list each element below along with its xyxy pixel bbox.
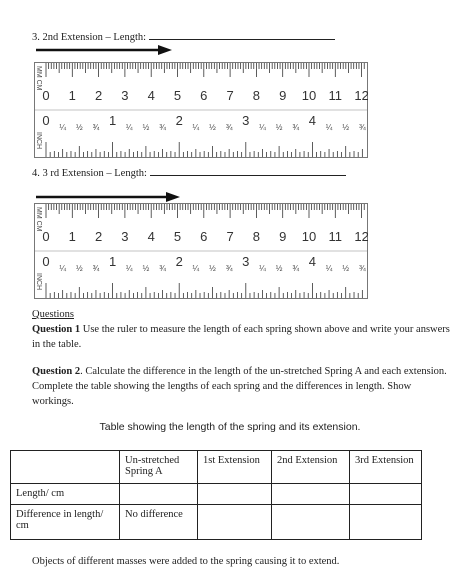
extension-3-length-label: 4. 3 rd Extension – Length: bbox=[32, 166, 346, 179]
cm-label: 6 bbox=[200, 229, 208, 244]
answer-cell[interactable] bbox=[272, 505, 350, 540]
cm-label: 7 bbox=[226, 229, 234, 244]
inch-label: 0 bbox=[42, 254, 50, 269]
inch-fraction-label: ½ bbox=[275, 264, 283, 273]
table-row bbox=[11, 505, 422, 540]
unit-label-mm-cm: MM CM bbox=[35, 66, 42, 91]
cm-label: 10 bbox=[301, 229, 317, 244]
cm-label: 3 bbox=[121, 229, 129, 244]
inch-fraction-label: ¾ bbox=[359, 264, 366, 273]
inch-fraction-label: ¾ bbox=[159, 123, 166, 132]
cm-label: 8 bbox=[252, 229, 261, 244]
inch-fraction-label: ¼ bbox=[125, 264, 133, 273]
footer-text: Objects of different masses were added to the spring causing it to extend. bbox=[32, 556, 340, 567]
inch-fraction-label: ½ bbox=[275, 123, 283, 132]
header-cell: Un-stretched Spring A bbox=[120, 451, 198, 484]
cm-label: 11 bbox=[328, 88, 343, 103]
table-caption: Table showing the length of the spring and its extension. bbox=[99, 421, 361, 433]
cm-label: 1 bbox=[68, 229, 76, 244]
cm-label: 8 bbox=[252, 88, 261, 103]
inch-fraction-label: ¾ bbox=[159, 264, 166, 273]
answer-cell[interactable] bbox=[198, 484, 272, 505]
cm-label: 0 bbox=[42, 88, 50, 103]
inch-label: 1 bbox=[108, 113, 117, 128]
inch-fraction-label: ¼ bbox=[325, 264, 333, 273]
question-2: Question 2. Calculate the difference in the length of the un-stretched Spring A and each extension. Complete the table showing the lengths of each spring and the differences in length. Show workings. bbox=[32, 366, 447, 407]
cm-label: 6 bbox=[200, 88, 208, 103]
cm-label: 5 bbox=[173, 229, 182, 244]
inch-label: 3 bbox=[242, 113, 250, 128]
inch-fraction-label: ½ bbox=[75, 123, 83, 132]
unit-label-inch: INCH bbox=[35, 273, 42, 291]
inch-fraction-label: ½ bbox=[142, 123, 150, 132]
inch-label: 1 bbox=[108, 254, 117, 269]
answer-cell: No difference bbox=[120, 505, 198, 540]
inch-fraction-label: ½ bbox=[209, 264, 216, 273]
question-1: Question 1 Use the ruler to measure the length of each spring shown above and write your answers in the table. bbox=[32, 324, 450, 350]
header-cell: 2nd Extension bbox=[272, 451, 350, 484]
table-header-row bbox=[11, 451, 422, 484]
row-label: Length/ cm bbox=[11, 484, 120, 505]
inch-fraction-label: ½ bbox=[142, 264, 150, 273]
header-cell: 3rd Extension bbox=[350, 451, 422, 484]
cm-label: 4 bbox=[147, 229, 155, 244]
ruler-graphic bbox=[34, 62, 368, 158]
cm-label: 4 bbox=[147, 88, 155, 103]
inch-fraction-label: ¼ bbox=[59, 264, 66, 273]
inch-fraction-label: ¾ bbox=[92, 264, 100, 273]
ruler-1 bbox=[34, 62, 368, 158]
unit-label-mm-cm: MM CM bbox=[35, 207, 42, 232]
inch-label: 2 bbox=[175, 254, 183, 269]
header-cell: 1st Extension bbox=[198, 451, 272, 484]
row-label: Difference in length/ cm bbox=[11, 505, 120, 540]
inch-fraction-label: ¾ bbox=[359, 123, 366, 132]
inch-fraction-label: ¼ bbox=[259, 264, 266, 273]
answer-cell[interactable] bbox=[350, 484, 422, 505]
cm-label: 9 bbox=[279, 88, 287, 103]
inch-fraction-label: ¾ bbox=[225, 123, 233, 132]
inch-label: 4 bbox=[308, 113, 317, 128]
inch-fraction-label: ¼ bbox=[125, 123, 133, 132]
header-cell bbox=[11, 451, 120, 484]
answer-cell[interactable] bbox=[198, 505, 272, 540]
cm-label: 2 bbox=[94, 88, 103, 103]
inch-fraction-label: ¼ bbox=[259, 123, 266, 132]
cm-label: 11 bbox=[328, 229, 343, 244]
cm-label: 7 bbox=[226, 88, 234, 103]
inch-fraction-label: ¼ bbox=[59, 123, 66, 132]
inch-fraction-label: ¾ bbox=[225, 264, 233, 273]
answer-cell[interactable] bbox=[350, 505, 422, 540]
inch-label: 3 bbox=[242, 254, 250, 269]
inch-label: 4 bbox=[308, 254, 317, 269]
results-table bbox=[10, 450, 422, 540]
table-row bbox=[11, 484, 422, 505]
cm-label: 5 bbox=[173, 88, 182, 103]
answer-cell[interactable] bbox=[272, 484, 350, 505]
inch-fraction-label: ¼ bbox=[192, 264, 200, 273]
inch-fraction-label: ½ bbox=[75, 264, 83, 273]
cm-label: 10 bbox=[301, 88, 317, 103]
answer-line bbox=[149, 30, 335, 40]
inch-fraction-label: ¾ bbox=[92, 123, 100, 132]
inch-label: 0 bbox=[42, 113, 50, 128]
arrow-icon bbox=[34, 190, 184, 204]
ruler-2 bbox=[34, 203, 368, 299]
ruler-graphic bbox=[34, 203, 368, 299]
answer-line bbox=[150, 166, 346, 176]
inch-label: 2 bbox=[175, 113, 183, 128]
inch-fraction-label: ¼ bbox=[325, 123, 333, 132]
inch-fraction-label: ½ bbox=[209, 123, 216, 132]
inch-fraction-label: ½ bbox=[342, 123, 350, 132]
inch-fraction-label: ¼ bbox=[192, 123, 200, 132]
cm-label: 0 bbox=[42, 229, 50, 244]
inch-fraction-label: ¾ bbox=[292, 123, 300, 132]
cm-label: 1 bbox=[68, 88, 76, 103]
extension-2-length-label: 3. 2nd Extension – Length: bbox=[32, 30, 335, 43]
cm-label: 9 bbox=[279, 229, 287, 244]
cm-label: 3 bbox=[121, 88, 129, 103]
cm-label: 12 bbox=[354, 229, 368, 244]
cm-label: 2 bbox=[94, 229, 103, 244]
arrow-icon bbox=[34, 43, 174, 57]
unit-label-inch: INCH bbox=[35, 132, 42, 150]
questions-heading: Questions bbox=[32, 309, 74, 320]
inch-fraction-label: ¾ bbox=[292, 264, 300, 273]
inch-fraction-label: ½ bbox=[342, 264, 350, 273]
cm-label: 12 bbox=[354, 88, 368, 103]
answer-cell[interactable] bbox=[120, 484, 198, 505]
